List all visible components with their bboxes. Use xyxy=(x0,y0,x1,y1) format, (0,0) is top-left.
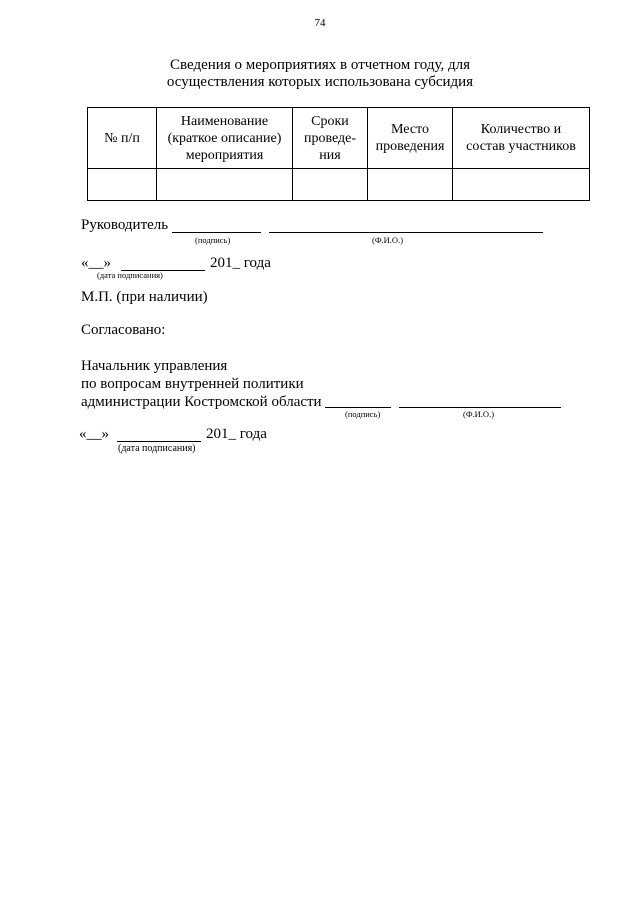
header-text: Место xyxy=(391,122,429,137)
chief-title-line: Начальник управления xyxy=(81,358,228,374)
title-line: Сведения о мероприятиях в отчетном году, для xyxy=(170,57,470,73)
header-text: проведе- xyxy=(303,130,357,146)
header-number xyxy=(88,108,157,169)
chief-date-prefix: «__» xyxy=(79,426,109,442)
chief-date-suffix: 201_ года xyxy=(206,426,267,442)
events-table xyxy=(87,107,590,201)
stamp-line: М.П. (при наличии) xyxy=(81,289,208,305)
table-header-row xyxy=(88,108,590,169)
caption-date: (дата подписания) xyxy=(118,443,196,454)
header-text: Количество и xyxy=(480,122,562,137)
caption-name: (Ф.И.О.) xyxy=(463,409,495,419)
table-cell[interactable] xyxy=(157,169,293,201)
header-participants xyxy=(453,108,590,169)
head-signature-line[interactable] xyxy=(172,231,261,233)
head-date-prefix: «__» xyxy=(81,255,111,271)
chief-signature-line[interactable] xyxy=(325,406,391,408)
caption-name: (Ф.И.О.) xyxy=(372,235,404,245)
caption-signature: (подпись) xyxy=(345,409,381,419)
table-row xyxy=(88,169,590,201)
header-text: ния xyxy=(319,147,341,163)
header-text: мероприятия xyxy=(185,147,264,163)
header-dates xyxy=(293,108,368,169)
chief-date-line[interactable] xyxy=(117,440,201,442)
document-title xyxy=(0,57,640,91)
head-label: Руководитель xyxy=(81,217,169,233)
title-line: осуществления которых использована субсидия xyxy=(166,74,474,90)
header-text: Сроки xyxy=(311,113,349,129)
header-name xyxy=(157,108,293,169)
agreed-label: Согласовано: xyxy=(81,322,166,338)
table-cell[interactable] xyxy=(368,169,453,201)
caption-signature: (подпись) xyxy=(195,235,231,245)
head-name-line[interactable] xyxy=(269,231,543,233)
header-text: проведения xyxy=(375,139,445,154)
table-cell[interactable] xyxy=(293,169,368,201)
header-text: состав участников xyxy=(466,139,576,154)
head-signature-row xyxy=(81,217,168,234)
caption-date: (дата подписания) xyxy=(97,270,163,280)
head-date-suffix: 201_ года xyxy=(210,255,271,271)
header-text: (краткое описание) xyxy=(167,130,282,146)
chief-name-line[interactable] xyxy=(399,406,561,408)
page-number: 74 xyxy=(314,17,326,29)
header-text: Наименование xyxy=(180,113,269,129)
chief-title-line: администрации Костромской области xyxy=(81,394,322,410)
header-text: № п/п xyxy=(104,130,140,146)
chief-title xyxy=(81,357,322,411)
chief-title-line: по вопросам внутренней политики xyxy=(81,376,304,392)
table-cell[interactable] xyxy=(453,169,590,201)
header-place xyxy=(368,108,453,169)
table-cell[interactable] xyxy=(88,169,157,201)
